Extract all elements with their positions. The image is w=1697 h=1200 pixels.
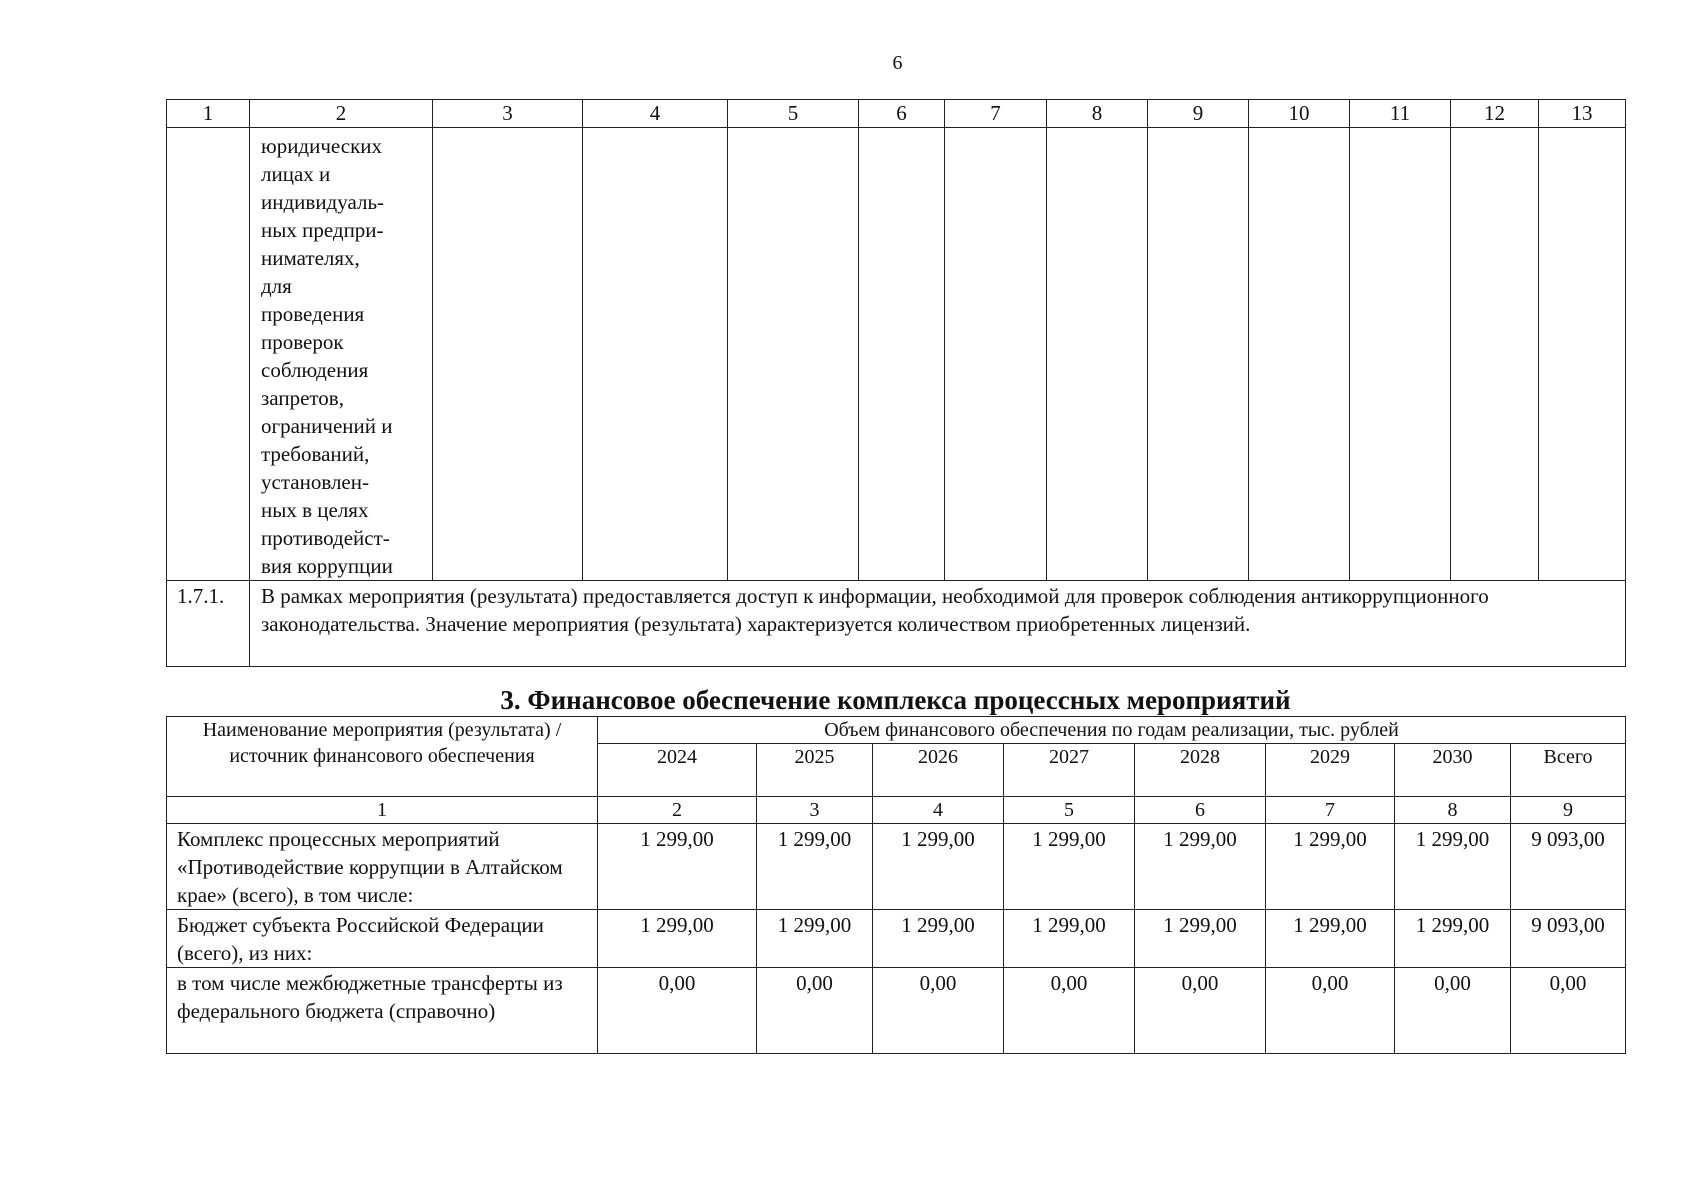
row-label: Комплекс процессных мероприятий «Противодействие коррупции в Алтайском крае» (всего), в том числе: (167, 824, 598, 910)
column-number: 12 (1451, 100, 1539, 128)
amount-cell: 0,00 (757, 968, 873, 1054)
column-number: 7 (945, 100, 1047, 128)
name-line: юридических (261, 134, 383, 158)
name-line: для (261, 274, 292, 298)
column-number: 13 (1539, 100, 1626, 128)
empty-cell (1451, 128, 1539, 581)
column-number: 8 (1395, 797, 1511, 824)
amount-cell: 1 299,00 (873, 824, 1004, 910)
year-header: 2027 (1004, 744, 1135, 797)
total-cell: 9 093,00 (1511, 824, 1626, 910)
amount-cell: 0,00 (1395, 968, 1511, 1054)
table-row (167, 968, 1626, 1054)
note-text: В рамках мероприятия (результата) предоставляется доступ к информации, необходимой для проверок соблюдения антикоррупционного законодательства. Значение мероприятия (результата) характеризуется количеством приобретенных лицензий. (250, 581, 1626, 667)
amount-cell: 0,00 (873, 968, 1004, 1054)
note-number: 1.7.1. (167, 581, 250, 667)
column-number: 4 (873, 797, 1004, 824)
name-line: ограничений и (261, 414, 393, 438)
amount-cell: 1 299,00 (1004, 910, 1135, 968)
continuation-row (167, 128, 1626, 581)
amount-cell: 1 299,00 (1004, 824, 1135, 910)
column-number-row (167, 100, 1626, 128)
amount-cell: 1 299,00 (1395, 910, 1511, 968)
amount-cell: 0,00 (1266, 968, 1395, 1054)
amount-cell: 0,00 (598, 968, 757, 1054)
amount-cell: 0,00 (1004, 968, 1135, 1054)
amount-cell: 1 299,00 (598, 910, 757, 968)
page-number: 6 (892, 52, 903, 74)
empty-cell (583, 128, 728, 581)
name-line: вия коррупции (261, 554, 393, 578)
column-number: 1 (167, 797, 598, 824)
column-number: 3 (757, 797, 873, 824)
year-header: 2029 (1266, 744, 1395, 797)
year-header: 2030 (1395, 744, 1511, 797)
year-header: 2028 (1135, 744, 1266, 797)
column-number: 2 (598, 797, 757, 824)
name-line: индивидуаль- (261, 190, 385, 214)
activity-name-cell (250, 128, 433, 581)
column-number: 10 (1249, 100, 1350, 128)
name-line: противодейст- (261, 526, 390, 550)
table-row (167, 824, 1626, 910)
name-line: установлен- (261, 470, 369, 494)
table-row (167, 910, 1626, 968)
name-column-header: Наименование мероприятия (результата) / источник финансового обеспечения (167, 717, 598, 797)
empty-cell (859, 128, 945, 581)
empty-cell (945, 128, 1047, 581)
total-header: Всего (1511, 744, 1626, 797)
continuation-table (166, 99, 1626, 667)
name-line: проверок (261, 330, 344, 354)
amount-cell: 1 299,00 (1135, 824, 1266, 910)
total-cell: 9 093,00 (1511, 910, 1626, 968)
total-cell: 0,00 (1511, 968, 1626, 1054)
column-number: 3 (433, 100, 583, 128)
row-label: Бюджет субъекта Российской Федерации (всего), из них: (167, 910, 598, 968)
year-header: 2024 (598, 744, 757, 797)
name-line: проведения (261, 302, 365, 326)
empty-cell (1148, 128, 1249, 581)
year-header: 2026 (873, 744, 1004, 797)
amount-cell: 1 299,00 (1135, 910, 1266, 968)
amount-cell: 1 299,00 (1395, 824, 1511, 910)
empty-cell (433, 128, 583, 581)
column-number: 4 (583, 100, 728, 128)
amount-cell: 1 299,00 (873, 910, 1004, 968)
amount-cell: 1 299,00 (757, 824, 873, 910)
column-number: 1 (167, 100, 250, 128)
section-title: 3. Финансовое обеспечение комплекса процессных мероприятий (500, 685, 1291, 715)
name-line: ных предпри- (261, 218, 384, 242)
column-number: 7 (1266, 797, 1395, 824)
column-number: 6 (859, 100, 945, 128)
name-line: запретов, (261, 386, 344, 410)
empty-cell (1350, 128, 1451, 581)
name-line: соблюдения (261, 358, 369, 382)
column-number: 9 (1511, 797, 1626, 824)
name-line: требований, (261, 442, 370, 466)
column-number-row (167, 797, 1626, 824)
empty-cell (1539, 128, 1626, 581)
amount-cell: 0,00 (1135, 968, 1266, 1054)
amount-cell: 1 299,00 (757, 910, 873, 968)
empty-cell (1249, 128, 1350, 581)
empty-cell (1047, 128, 1148, 581)
name-line: ных в целях (261, 498, 369, 522)
name-line: нимателях, (261, 246, 360, 270)
column-number: 5 (728, 100, 859, 128)
column-number: 8 (1047, 100, 1148, 128)
row-label: в том числе межбюджетные трансферты из федерального бюджета (справочно) (167, 968, 598, 1054)
column-number: 9 (1148, 100, 1249, 128)
empty-cell (167, 128, 250, 581)
column-number: 6 (1135, 797, 1266, 824)
volume-header: Объем финансового обеспечения по годам реализации, тыс. рублей (598, 717, 1626, 744)
amount-cell: 1 299,00 (598, 824, 757, 910)
finance-table (166, 716, 1626, 1054)
name-line: лицах и (261, 162, 331, 186)
amount-cell: 1 299,00 (1266, 910, 1395, 968)
column-number: 11 (1350, 100, 1451, 128)
year-header: 2025 (757, 744, 873, 797)
empty-cell (728, 128, 859, 581)
column-number: 2 (250, 100, 433, 128)
column-number: 5 (1004, 797, 1135, 824)
amount-cell: 1 299,00 (1266, 824, 1395, 910)
note-row (167, 581, 1626, 667)
